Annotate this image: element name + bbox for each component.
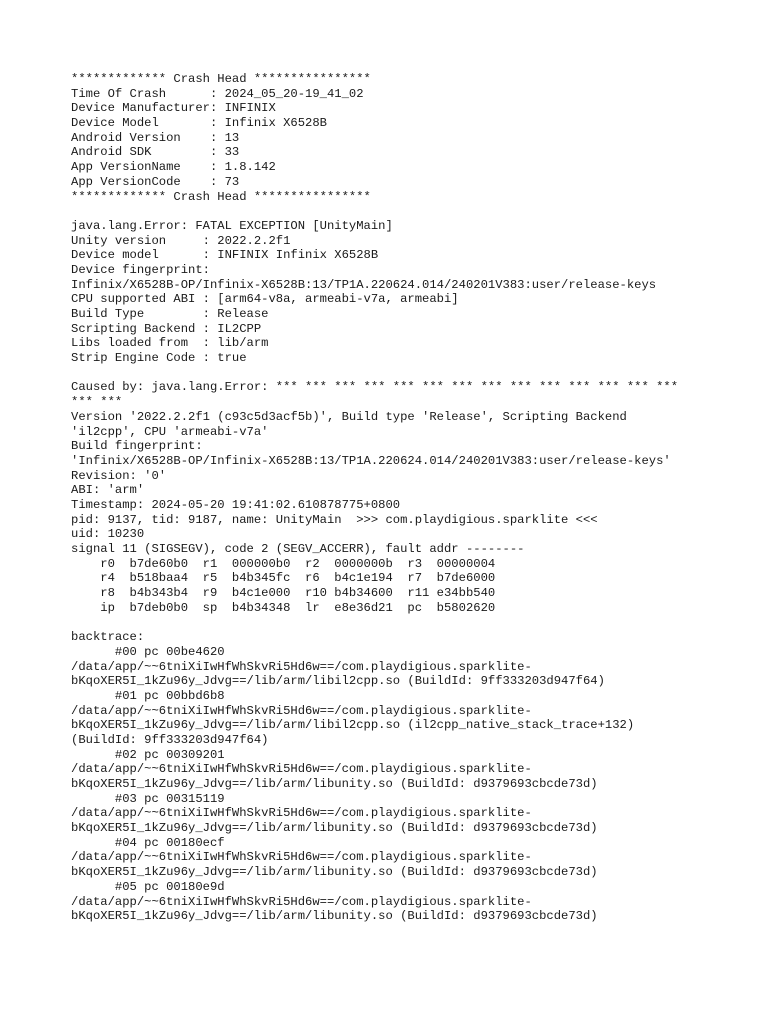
log-line [71,615,731,630]
log-line: CPU supported ABI : [arm64-v8a, armeabi-v7a, armeabi] [71,292,459,307]
log-line: Timestamp: 2024-05-20 19:41:02.610878775+0800 [71,497,401,512]
log-line: Device Manufacturer: INFINIX [71,101,276,116]
log-line: Libs loaded from : lib/arm [71,336,269,351]
log-line: App VersionName : 1.8.142 [71,160,276,175]
log-line [71,204,731,219]
log-line: Device Model : Infinix X6528B [71,116,327,131]
log-line: App VersionCode : 73 [71,174,240,189]
log-line: Scripting Backend : IL2CPP [71,321,262,336]
log-line: /data/app/~~6tniXiIwHfWhSkvRi5Hd6w==/com.playdigious.sparklite- [71,762,532,777]
log-line: #03 pc 00315119 [71,791,225,806]
log-line: ABI: 'arm' [71,483,145,498]
log-line: backtrace: [71,630,145,645]
log-line: ip b7deb0b0 sp b4b34348 lr e8e36d21 pc b5802620 [71,600,496,615]
log-line: Strip Engine Code : true [71,351,247,366]
log-line: Caused by: java.lang.Error: *** *** *** *** *** *** *** *** *** *** *** *** *** *** [71,380,679,395]
log-line: Build Type : Release [71,307,269,321]
log-line: Device model : INFINIX Infinix X6528B [71,248,379,263]
log-line: /data/app/~~6tniXiIwHfWhSkvRi5Hd6w==/com.playdigious.sparklite- [71,703,532,718]
log-line: #01 pc 00bbd6b8 [71,688,225,703]
log-line: #00 pc 00be4620 [71,644,225,659]
log-line: #05 pc 00180e9d [71,879,225,894]
log-line: (BuildId: 9ff333203d947f64) [71,732,269,747]
log-line: Time Of Crash : 2024_05_20-19_41_02 [71,86,364,101]
log-line: ************* Crash Head **************** [71,189,371,204]
crash-log-document [71,72,731,924]
log-line: Android Version : 13 [71,130,240,145]
log-line: bKqoXER5I_1kZu96y_Jdvg==/lib/arm/libil2cpp.so (BuildId: 9ff333203d947f64) [71,674,605,689]
log-line: bKqoXER5I_1kZu96y_Jdvg==/lib/arm/libunity.so (BuildId: d9379693cbcde73d) [71,909,598,924]
log-line: r4 b518baa4 r5 b4b345fc r6 b4c1e194 r7 b7de6000 [71,571,496,586]
log-line: ************* Crash Head **************** [71,72,371,86]
log-line: pid: 9137, tid: 9187, name: UnityMain >>> com.playdigious.sparklite <<< [71,512,598,527]
log-line: #04 pc 00180ecf [71,835,225,850]
log-line: Version '2022.2.2f1 (c93c5d3acf5b)', Build type 'Release', Scripting Backend [71,409,627,424]
log-line: java.lang.Error: FATAL EXCEPTION [UnityMain] [71,218,393,233]
log-line: #02 pc 00309201 [71,747,225,762]
log-line: Android SDK : 33 [71,145,240,160]
log-line: signal 11 (SIGSEGV), code 2 (SEGV_ACCERR), fault addr -------- [71,542,525,556]
log-line: 'Infinix/X6528B-OP/Infinix-X6528B:13/TP1A.220624.014/240201V383:user/release-keys' [71,453,671,468]
log-line: uid: 10230 [71,527,145,542]
log-line: 'il2cpp', CPU 'armeabi-v7a' [71,424,269,439]
log-line [71,366,731,381]
log-line: bKqoXER5I_1kZu96y_Jdvg==/lib/arm/libunity.so (BuildId: d9379693cbcde73d) [71,777,598,791]
log-line: Unity version : 2022.2.2f1 [71,233,291,248]
log-line: bKqoXER5I_1kZu96y_Jdvg==/lib/arm/libil2cpp.so (il2cpp_native_stack_trace+132) [71,718,635,733]
log-line: /data/app/~~6tniXiIwHfWhSkvRi5Hd6w==/com.playdigious.sparklite- [71,659,532,674]
log-line: /data/app/~~6tniXiIwHfWhSkvRi5Hd6w==/com.playdigious.sparklite- [71,806,532,821]
log-line: /data/app/~~6tniXiIwHfWhSkvRi5Hd6w==/com.playdigious.sparklite- [71,850,532,865]
log-line: bKqoXER5I_1kZu96y_Jdvg==/lib/arm/libunity.so (BuildId: d9379693cbcde73d) [71,865,598,880]
log-line: /data/app/~~6tniXiIwHfWhSkvRi5Hd6w==/com.playdigious.sparklite- [71,894,532,909]
log-line: Revision: '0' [71,468,167,483]
log-line: Infinix/X6528B-OP/Infinix-X6528B:13/TP1A.220624.014/240201V383:user/release-keys [71,277,657,292]
log-line: r8 b4b343b4 r9 b4c1e000 r10 b4b34600 r11 e34bb540 [71,586,496,601]
log-line: bKqoXER5I_1kZu96y_Jdvg==/lib/arm/libunity.so (BuildId: d9379693cbcde73d) [71,821,598,836]
log-line: Device fingerprint: [71,262,210,277]
log-line: Build fingerprint: [71,439,203,454]
log-line: r0 b7de60b0 r1 000000b0 r2 0000000b r3 00000004 [71,556,496,571]
log-line: *** *** [71,395,123,410]
